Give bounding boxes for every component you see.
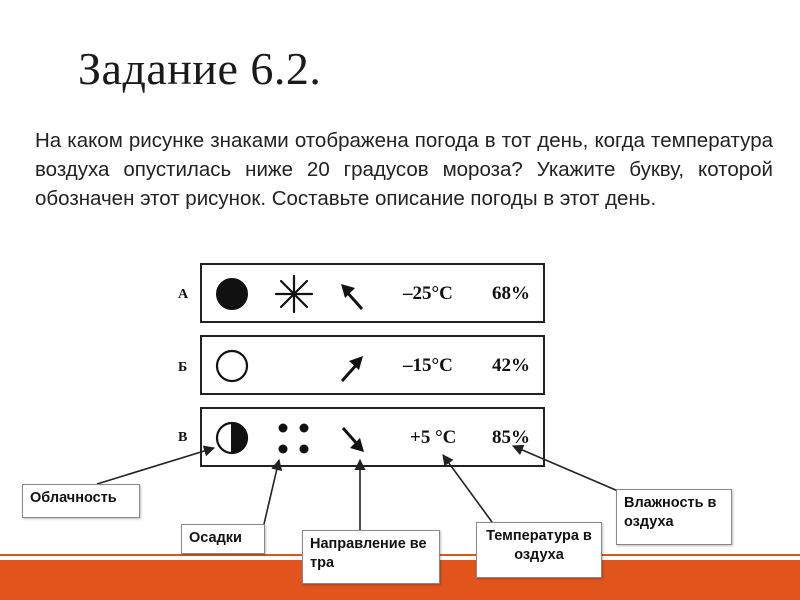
wind-arrow-northeast-icon	[342, 356, 363, 381]
question-text: На каком рисунке знаками отображена погода в тот день, когда температура воздуха опустилась ниже 20 градусов мороза? Укажите букву, которой обозначен этот рисунок. Составьте описание погоды в этот день.	[35, 129, 773, 210]
callout-temperature: Температура воздуха	[476, 522, 602, 578]
callout-cloudiness: Облачность	[22, 484, 140, 518]
humidity-a: 68%	[492, 283, 530, 304]
row-label-a: А	[178, 287, 189, 302]
cloud-clear-icon	[217, 351, 247, 381]
wind-arrow-northwest-icon	[341, 284, 362, 309]
humidity-b: 42%	[492, 355, 530, 376]
connector-temperature	[443, 455, 492, 522]
callout-wind-direction: Направление ветра	[302, 530, 440, 584]
rain-icon	[279, 424, 309, 454]
slide-title: Задание 6.2.	[78, 43, 322, 94]
callout-precipitation: Осадки	[181, 524, 265, 554]
temperature-a: –25°С	[403, 283, 453, 304]
connector-precipitation	[264, 460, 279, 524]
row-label-v: В	[178, 430, 188, 445]
humidity-v: 85%	[492, 427, 530, 448]
row-label-b: Б	[178, 360, 188, 375]
cloud-half-icon	[217, 423, 247, 453]
temperature-b: –15°С	[403, 355, 453, 376]
cloud-full-icon	[217, 279, 247, 309]
temperature-v: +5 °С	[410, 427, 457, 448]
connector-cloudiness	[97, 448, 214, 484]
callout-humidity: Влажность воздуха	[616, 489, 732, 545]
connector-humidity	[513, 446, 618, 491]
snow-icon	[276, 276, 312, 312]
wind-arrow-southeast-icon	[343, 428, 364, 452]
